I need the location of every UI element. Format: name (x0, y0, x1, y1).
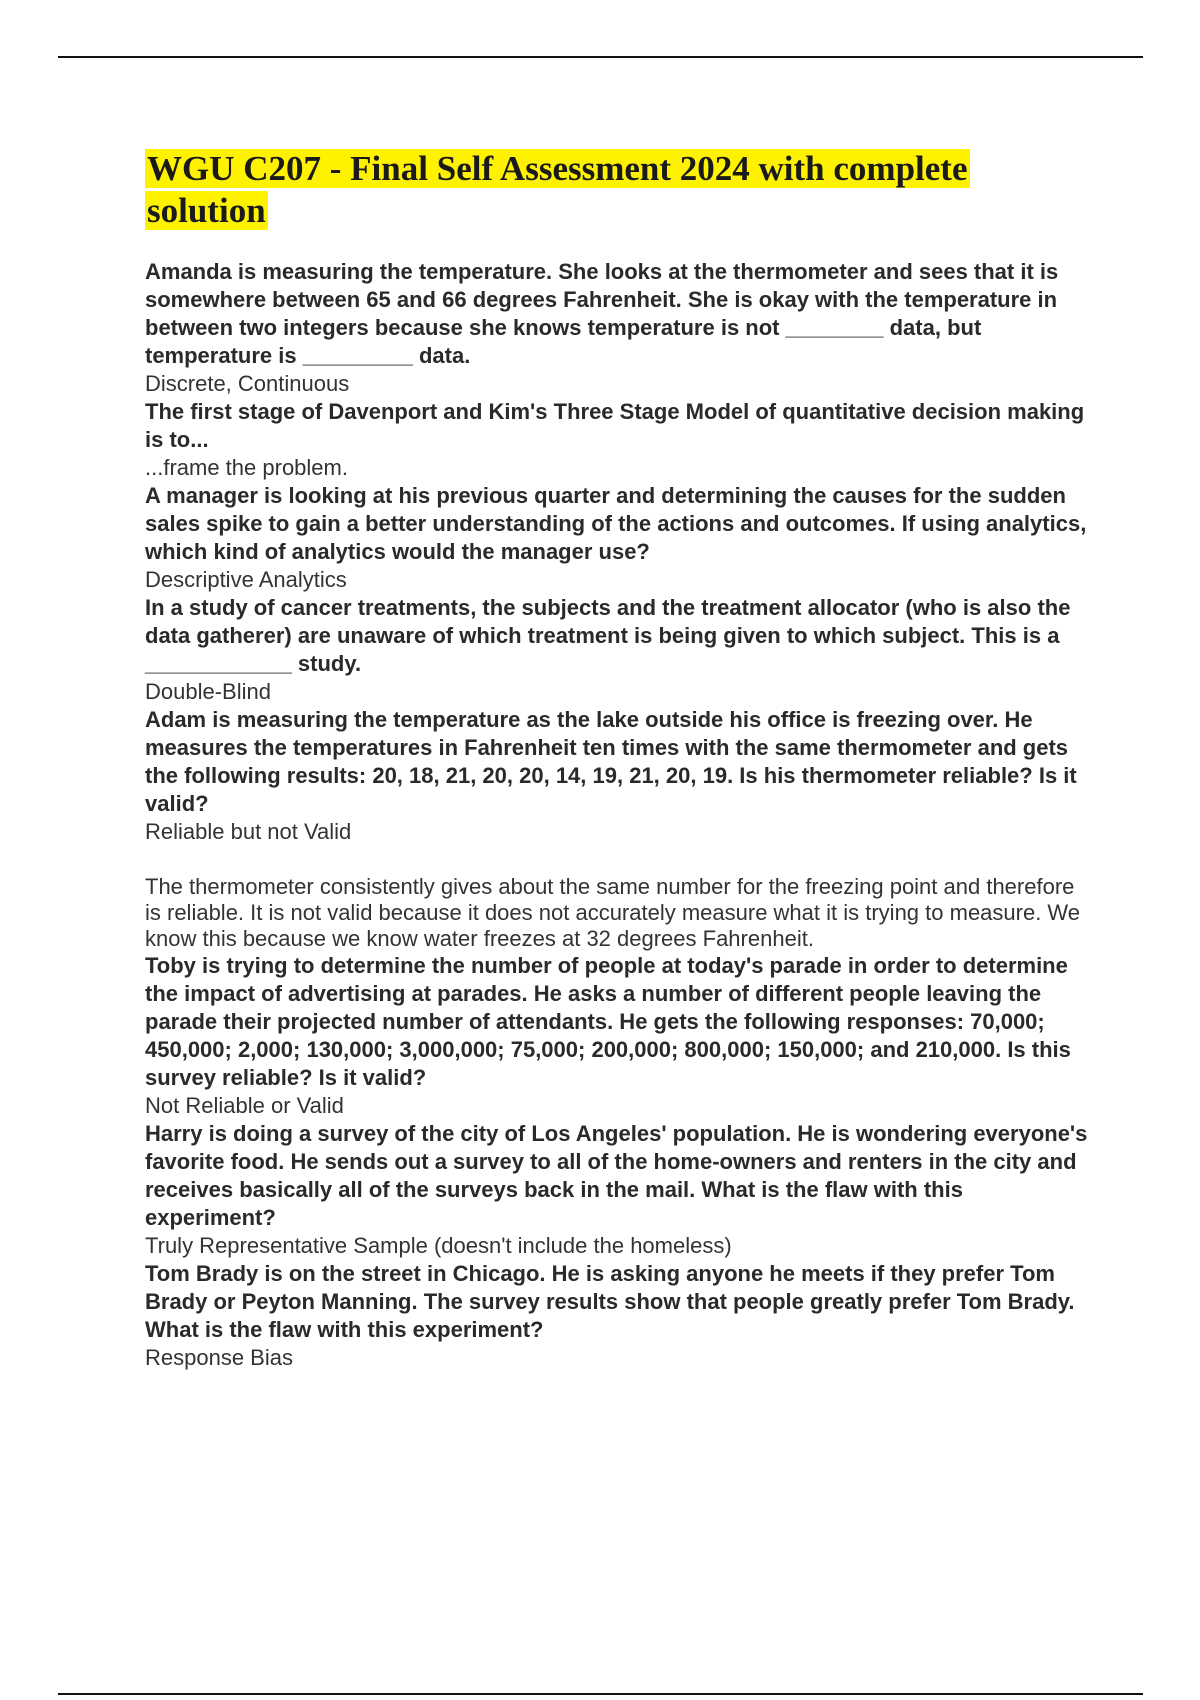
answer-text: Not Reliable or Valid (145, 1093, 344, 1118)
question-text: Tom Brady is on the street in Chicago. He is asking anyone he meets if they prefer Tom Brady or Peyton Manning. The survey results show that people greatly prefer Tom Brady. What is the flaw with this experiment? (145, 1261, 1081, 1342)
qa-item (145, 1120, 1094, 1260)
qa-item (145, 258, 1090, 398)
answer-text: Truly Representative Sample (doesn't include the homeless) (145, 1233, 732, 1258)
qa-item (145, 1260, 1090, 1372)
question-text: Harry is doing a survey of the city of Los Angeles' population. He is wondering everyone's favorite food. He sends out a survey to all of the home-owners and renters in the city and receives basically all of the surveys back in the mail. What is the flaw with this experiment? (145, 1121, 1094, 1230)
answer-explanation: The thermometer consistently gives about the same number for the freezing point and therefore is reliable. It is not valid because it does not accurately measure what it is trying to measure. We know this because we know water freezes at 32 degrees Fahrenheit. (145, 874, 1081, 951)
document-title-highlight: WGU C207 - Final Self Assessment 2024 with complete solution (147, 149, 968, 230)
question-text: A manager is looking at his previous quarter and determining the causes for the sudden sales spike to gain a better understanding of the actions and outcomes. If using analytics, which kind of analytics would the manager use? (145, 483, 1093, 564)
answer-text: Response Bias (145, 1345, 293, 1370)
qa-item (145, 594, 1090, 706)
question-text: In a study of cancer treatments, the subjects and the treatment allocator (who is also the data gatherer) are unaware of which treatment is being given to which subject. This is a ____________ study. (145, 595, 1077, 676)
footer-rule (58, 1693, 1143, 1695)
question-text: Adam is measuring the temperature as the lake outside his office is freezing over. He measures the temperatures in Fahrenheit ten times with the same thermometer and gets the following results: 20, 18, 21, 20, 20, 14, 19, 21, 20, 19. Is his thermometer reliable? Is it valid? (145, 707, 1083, 816)
question-text: Amanda is measuring the temperature. She looks at the thermometer and sees that it is somewhere between 65 and 66 degrees Fahrenheit. She is okay with the temperature in between two integers because she knows temperature is not ________ data, but temperature is _________ data. (145, 259, 1065, 368)
qa-item (145, 706, 1090, 952)
answer-text: Double-Blind (145, 679, 271, 704)
question-text: The first stage of Davenport and Kim's Three Stage Model of quantitative decision making is to... (145, 399, 1091, 452)
answer-text: Reliable but not Valid (145, 819, 352, 844)
qa-list (145, 258, 1094, 1372)
answer-text: Descriptive Analytics (145, 567, 347, 592)
qa-item (145, 482, 1093, 594)
question-text: Toby is trying to determine the number of people at today's parade in order to determine the impact of advertising at parades. He asks a number of different people leaving the parade their projected number of attendants. He gets the following responses: 70,000; 450,000; 2,000; 130,000; 3,000,000; 75,000; 200,000; 800,000; 150,000; and 210,000. Is this survey reliable? Is it valid? (145, 953, 1078, 1090)
qa-item (145, 398, 1090, 482)
answer-text: Discrete, Continuous (145, 371, 350, 396)
document-title (145, 148, 1090, 232)
qa-item (145, 952, 1090, 1120)
answer-text: ...frame the problem. (145, 455, 348, 480)
header-rule (58, 56, 1143, 58)
document-body (145, 148, 1094, 1372)
